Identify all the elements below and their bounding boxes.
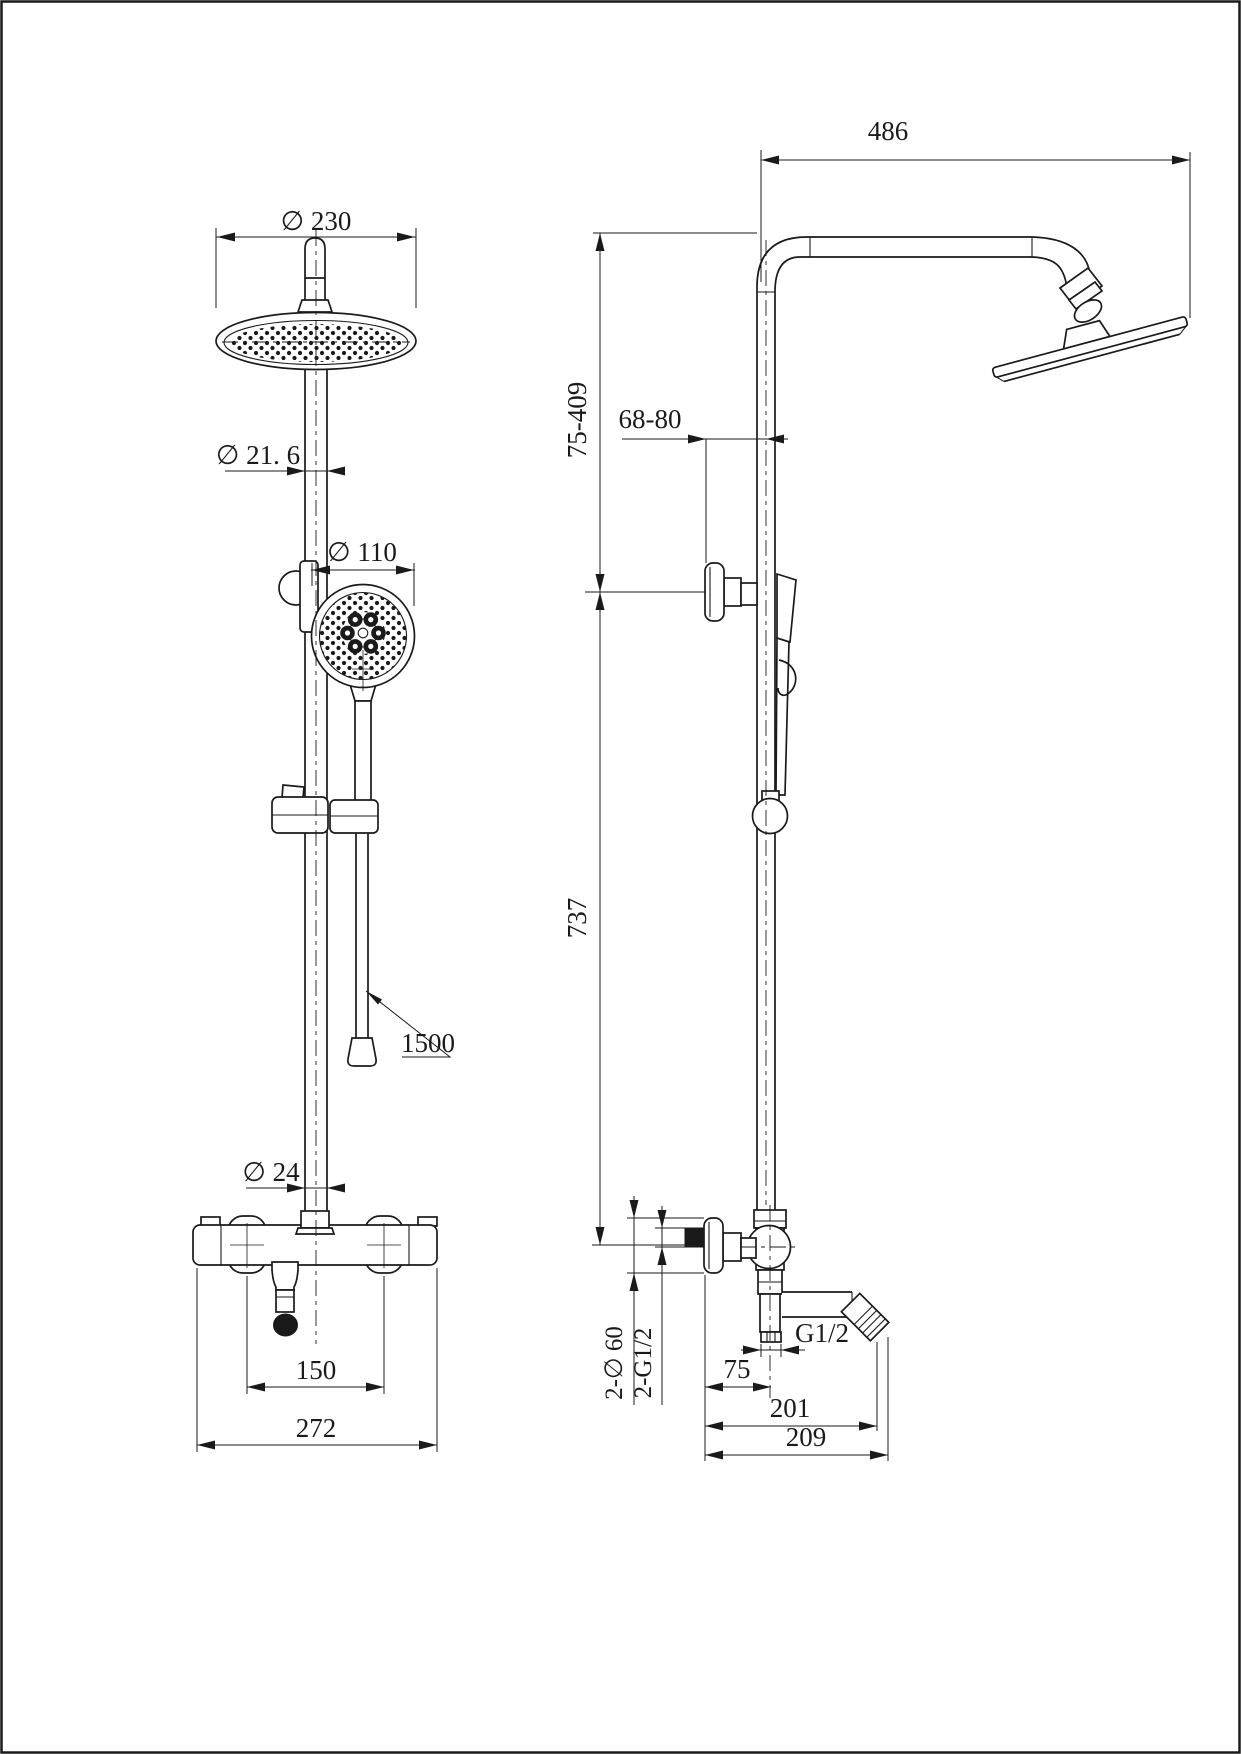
dim-spout-reach-overall: 209: [785, 1422, 827, 1452]
side-column: [757, 237, 807, 1210]
tub-spout-front: [272, 1262, 298, 1290]
dim-outlet-thread: G1/2: [795, 1318, 849, 1348]
dim-arm-reach: 486: [867, 116, 909, 146]
spout-outlet: [274, 1314, 298, 1336]
dim-wall-inlets: 2-G1/2: [630, 1327, 657, 1399]
hose-outlet: [761, 1332, 781, 1342]
dim-riser-height: 737: [562, 897, 592, 939]
side-view: [562, 116, 1190, 1461]
hand-shower-handle: [355, 701, 371, 801]
mixer-valve-front: [193, 1211, 437, 1336]
inlet-nipple: [685, 1228, 704, 1247]
border-frame: [2, 2, 1240, 1753]
hose-cone: [348, 1038, 376, 1066]
side-valve: [685, 1210, 889, 1342]
overhead-arm-connector: [298, 238, 332, 312]
dim-hand-shower-diameter: ∅ 110: [327, 537, 397, 567]
dim-riser-adjust-range: 75-409: [562, 381, 592, 459]
front-view: [193, 206, 455, 1452]
side-dimensions: [562, 116, 1190, 1461]
side-top-arm: [800, 237, 1090, 288]
side-wall-bracket: [705, 563, 757, 621]
side-head-connector: [1060, 268, 1105, 327]
dim-head-diameter: ∅ 230: [280, 206, 352, 236]
dim-outlet-centers: 150: [295, 1355, 337, 1385]
dim-spout-reach: 201: [769, 1393, 811, 1423]
dim-riser-diameter: ∅ 21. 6: [215, 440, 301, 470]
side-wall-flange: [704, 1218, 723, 1273]
dim-lower-riser-diameter: ∅ 24: [242, 1157, 300, 1187]
dim-wall-flanges: 2-∅ 60: [601, 1326, 628, 1400]
dim-wall-to-axis: 75: [723, 1354, 751, 1384]
side-hand-shower-behind: [776, 574, 796, 795]
dim-valve-width: 272: [295, 1413, 337, 1443]
dim-wall-clearance-range: 68-80: [618, 404, 682, 434]
dim-hose-length: 1500: [401, 1028, 455, 1058]
shower-hose: [348, 833, 376, 1066]
